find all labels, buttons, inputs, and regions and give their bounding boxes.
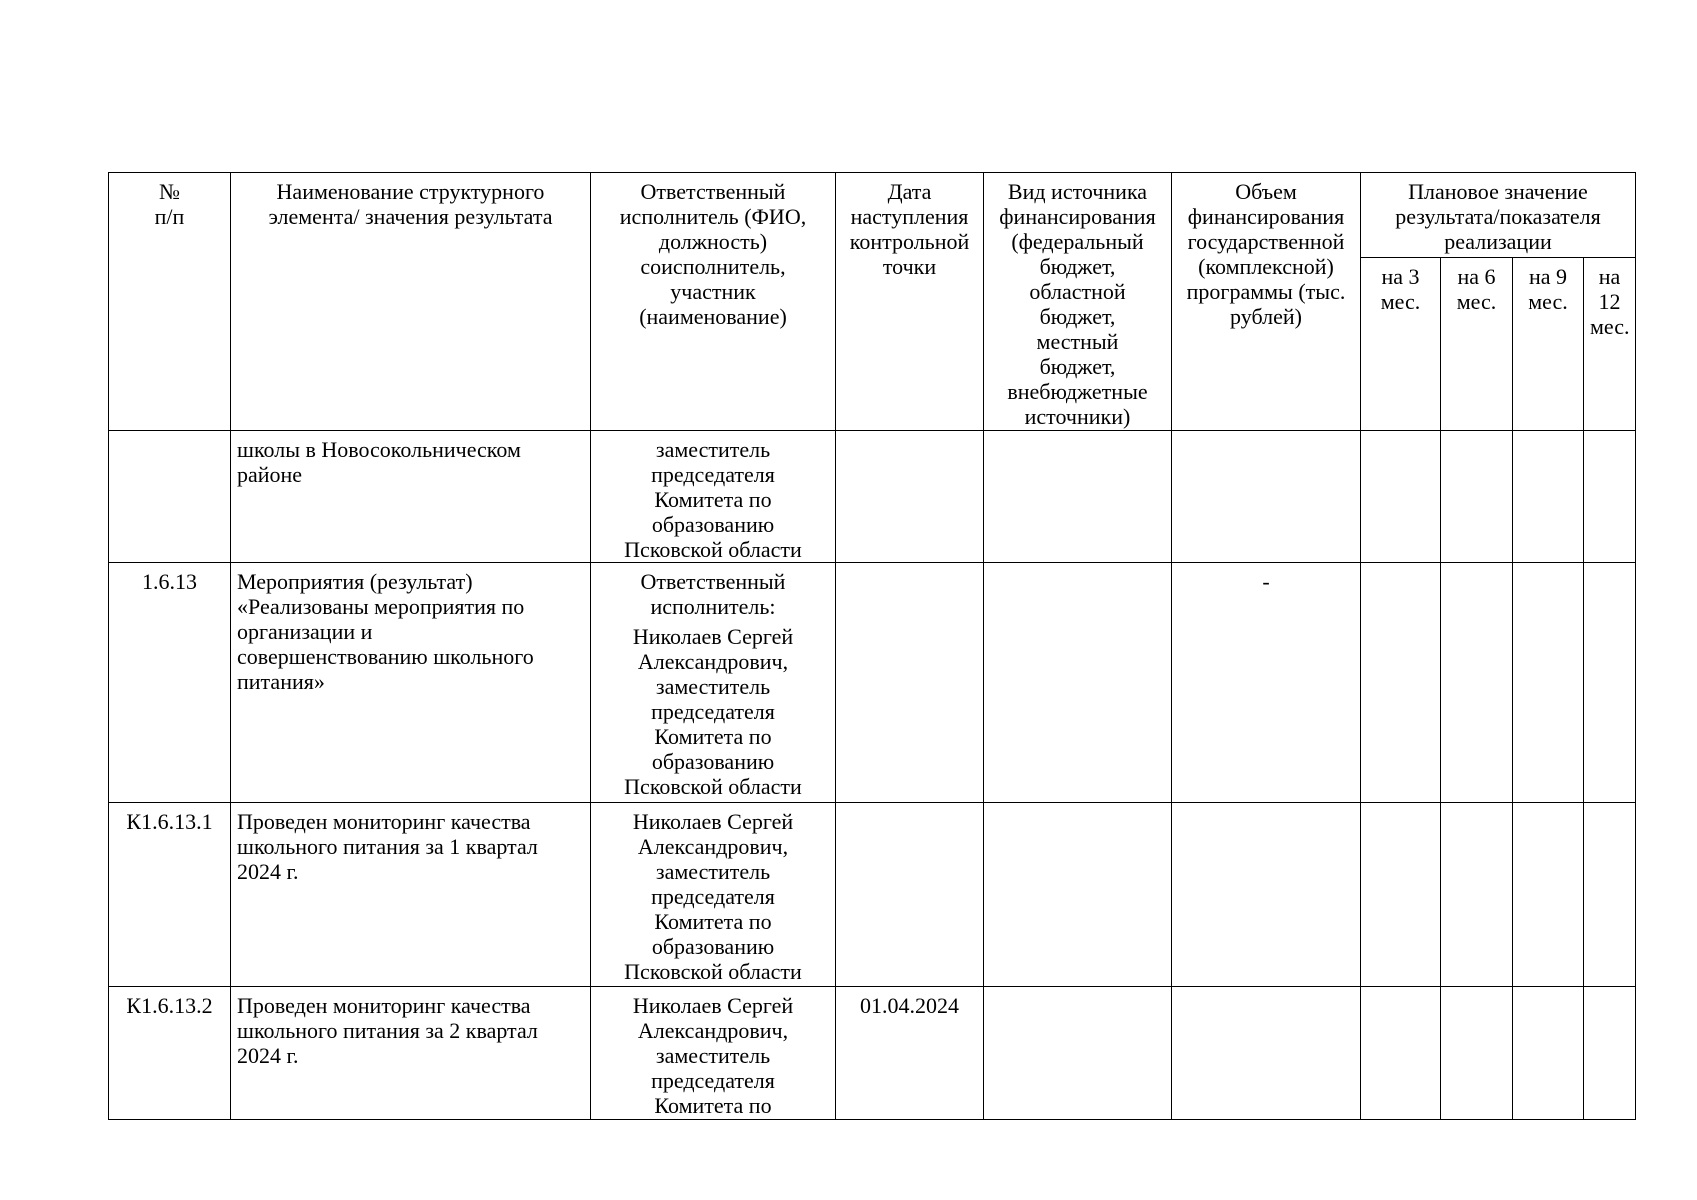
header-responsible: Ответственный исполнитель (ФИО, должность) соисполнитель, участник (наименование) <box>591 173 836 431</box>
row-responsible: Николаев Сергей Александрович, заместитель председателя Комитета по образованию Псковской области <box>591 803 836 987</box>
header-source: Вид источника финансирования (федеральный бюджет, областной бюджет, местный бюджет, внебюджетные источники) <box>984 173 1172 431</box>
row-plan-9 <box>1513 431 1584 563</box>
row-plan-6 <box>1441 803 1513 987</box>
row-plan-3 <box>1361 987 1441 1120</box>
header-plan: Плановое значение результата/показателя реализации <box>1361 173 1636 258</box>
row-plan-9 <box>1513 803 1584 987</box>
table-row <box>109 431 1636 563</box>
row-num: К1.6.13.1 <box>109 803 231 987</box>
row-plan-9 <box>1513 987 1584 1120</box>
row-volume <box>1172 803 1361 987</box>
row-source <box>984 803 1172 987</box>
header-row <box>109 173 1636 258</box>
header-num: № п/п <box>109 173 231 431</box>
row-plan-3 <box>1361 803 1441 987</box>
row-plan-12 <box>1584 803 1636 987</box>
row-num: К1.6.13.2 <box>109 987 231 1120</box>
header-plan-3: на 3 мес. <box>1361 258 1441 431</box>
row-responsible: Николаев Сергей Александрович, заместитель председателя Комитета по <box>591 987 836 1120</box>
plan-table <box>108 172 1636 1120</box>
row-plan-12 <box>1584 563 1636 803</box>
row-plan-3 <box>1361 431 1441 563</box>
row-responsible: Ответственный исполнитель: Николаев Сергей Александрович, заместитель председателя Комитета по образованию Псковской области <box>591 563 836 803</box>
header-volume: Объем финансирования государственной (комплексной) программы (тыс. рублей) <box>1172 173 1361 431</box>
row-plan-12 <box>1584 431 1636 563</box>
row-plan-9 <box>1513 563 1584 803</box>
header-name: Наименование структурного элемента/ значения результата <box>231 173 591 431</box>
row-name: Проведен мониторинг качества школьного питания за 2 квартал 2024 г. <box>231 987 591 1120</box>
row-responsible: заместитель председателя Комитета по образованию Псковской области <box>591 431 836 563</box>
row-source <box>984 431 1172 563</box>
row-plan-6 <box>1441 563 1513 803</box>
row-volume <box>1172 987 1361 1120</box>
row-plan-3 <box>1361 563 1441 803</box>
row-name: Мероприятия (результат) «Реализованы мероприятия по организации и совершенствованию школьного питания» <box>231 563 591 803</box>
row-date: 01.04.2024 <box>836 987 984 1120</box>
row-volume: - <box>1172 563 1361 803</box>
header-plan-12: на 12 мес. <box>1584 258 1636 431</box>
table-row <box>109 803 1636 987</box>
row-plan-6 <box>1441 987 1513 1120</box>
row-plan-6 <box>1441 431 1513 563</box>
row-name: школы в Новосокольническом районе <box>231 431 591 563</box>
header-plan-6: на 6 мес. <box>1441 258 1513 431</box>
row-num <box>109 431 231 563</box>
header-date: Дата наступления контрольной точки <box>836 173 984 431</box>
row-num: 1.6.13 <box>109 563 231 803</box>
table-row <box>109 987 1636 1120</box>
row-name: Проведен мониторинг качества школьного питания за 1 квартал 2024 г. <box>231 803 591 987</box>
row-plan-12 <box>1584 987 1636 1120</box>
header-plan-9: на 9 мес. <box>1513 258 1584 431</box>
row-date <box>836 431 984 563</box>
table-row <box>109 563 1636 803</box>
row-volume <box>1172 431 1361 563</box>
row-source <box>984 987 1172 1120</box>
row-date <box>836 803 984 987</box>
row-date <box>836 563 984 803</box>
row-source <box>984 563 1172 803</box>
